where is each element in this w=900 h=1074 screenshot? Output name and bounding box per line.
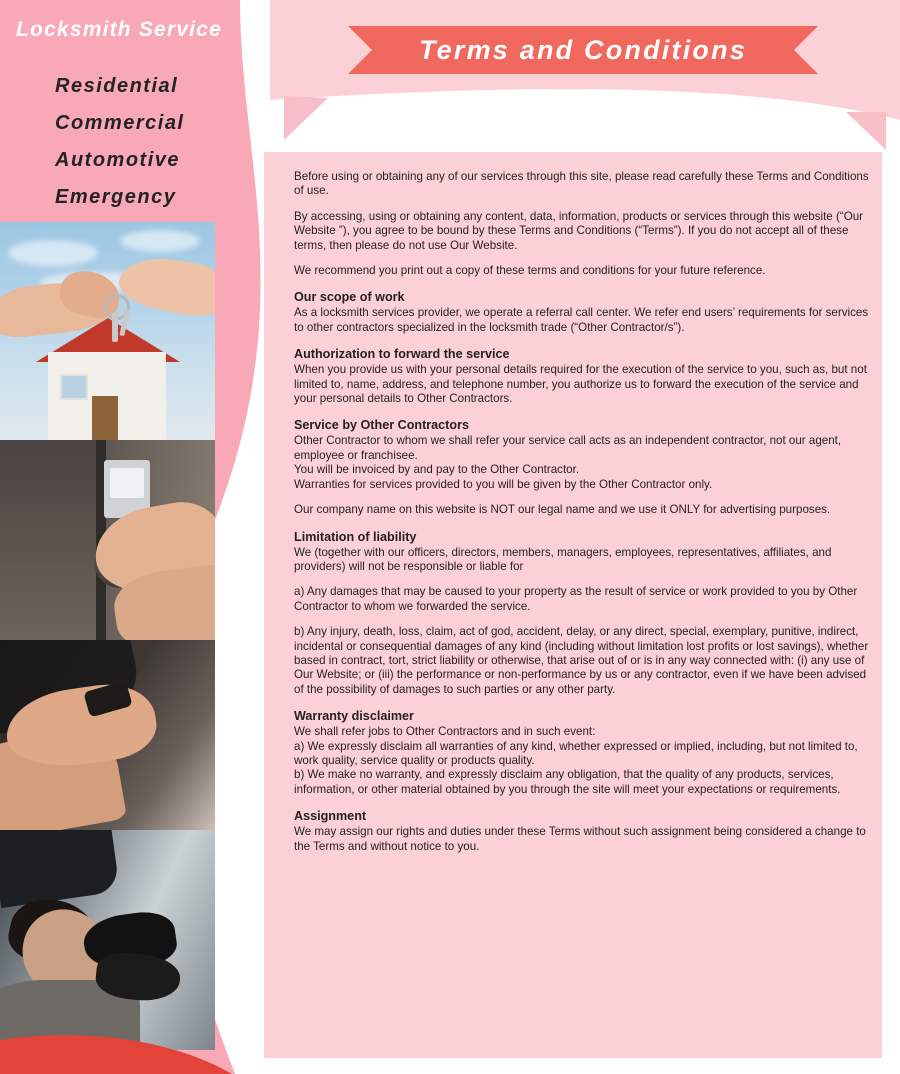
brand-title: Locksmith Service — [16, 18, 222, 41]
technician-unlocking-car-photo — [0, 830, 215, 1050]
bottom-accent-bar — [0, 1034, 300, 1074]
section-heading-scope: Our scope of work — [294, 290, 405, 305]
hand-on-door-lock-photo — [0, 440, 215, 640]
hand-giving-keys-house-photo — [0, 222, 215, 440]
service-item-commercial: Commercial — [55, 112, 185, 134]
section-limitation-paragraph-3: b) Any injury, death, loss, claim, act of god, accident, delay, or any direct, special, exemplary, punitive, indirect, incidental or consequential damages of any kind (including without limitation lost profits or lost savings), whether based in contract, tort, strict liability or otherwise, that arise out of or is in any way connected with: (i) any use of Our Website; or (iii) the performance or non-performance by us or any contractor, even if we have been advised of the possibility of damages to such parties or any other party. — [294, 625, 869, 696]
section-limitation-paragraph-1: We (together with our officers, directors, members, managers, employees, representatives, affiliates, and providers) will not be responsible or liable for — [294, 545, 832, 573]
service-item-emergency: Emergency — [55, 186, 177, 208]
section-service-paragraph-1: Other Contractor to whom we shall refer your service call acts as an independent contractor, not our agent, employee or franchisee. — [294, 434, 842, 462]
terms-intro-paragraph: Before using or obtaining any of our services through this site, please read carefully these Terms and Conditions of use. — [294, 170, 869, 198]
page-title: Terms and Conditions — [418, 35, 747, 65]
left-sidebar-panel — [0, 0, 300, 1074]
terms-text-body — [294, 170, 872, 1050]
section-limitation-paragraph-2: a) Any damages that may be caused to your property as the result of service or work provided to you by Other Contractor to whom we forwarded the service. — [294, 585, 858, 613]
section-heading-limitation: Limitation of liability — [294, 529, 417, 544]
section-warranty-paragraph-2: a) We expressly disclaim all warranties of any kind, whether expressed or implied, including, but not limited to, work quality, service quality or products quality. — [294, 739, 858, 767]
section-authorization-paragraph: When you provide us with your personal details required for the execution of the service to you, such as, but not limited to, name, address, and telephone number, you authorize us to forward the execution of the service and your personal details to Other Contractors. — [294, 363, 867, 406]
section-scope-paragraph: As a locksmith services provider, we operate a referral call center. We refer end users’ requirements for services to other contractors specialized in the locksmith trade (“Other Contractor/s”). — [294, 306, 869, 334]
section-service-paragraph-3: Warranties for services provided to you will be given by the Other Contractor only. — [294, 477, 713, 491]
hand-with-car-key-fob-photo — [0, 640, 215, 830]
terms-print-paragraph: We recommend you print out a copy of these terms and conditions for your future reference. — [294, 264, 766, 278]
section-heading-service-other-contractors: Service by Other Contractors — [294, 418, 469, 433]
section-heading-warranty-disclaimer: Warranty disclaimer — [294, 709, 414, 724]
section-heading-assignment: Assignment — [294, 809, 367, 824]
section-warranty-paragraph-3: b) We make no warranty, and expressly disclaim any obligation, that the quality of any products, services, information, or other material obtained by you through the site will meet your expectations or requirements. — [294, 768, 841, 796]
section-warranty-paragraph-1: We shall refer jobs to Other Contractors and in such event: — [294, 725, 596, 739]
section-service-paragraph-2: You will be invoiced by and pay to the Other Contractor. — [294, 463, 580, 477]
section-assignment-paragraph: We may assign our rights and duties under these Terms without such assignment being considered a change to the Terms and without notice to you. — [294, 825, 866, 853]
service-item-residential: Residential — [55, 75, 179, 97]
terms-content-box — [264, 152, 882, 1058]
terms-binding-paragraph: By accessing, using or obtaining any content, data, information, products or services through this website (“Our Website ”), you agree to be bound by these Terms and Conditions (“Terms”). If you do not accept all of these terms, then please do not use Our Website. — [294, 209, 864, 252]
header-banner-shape — [270, 0, 900, 160]
photo-strip — [0, 222, 215, 1050]
service-item-automotive: Automotive — [55, 149, 180, 171]
section-service-trailing-paragraph: Our company name on this website is NOT our legal name and we use it ONLY for advertising purposes. — [294, 503, 831, 517]
services-list — [55, 68, 185, 216]
section-heading-authorization: Authorization to forward the service — [294, 347, 510, 362]
